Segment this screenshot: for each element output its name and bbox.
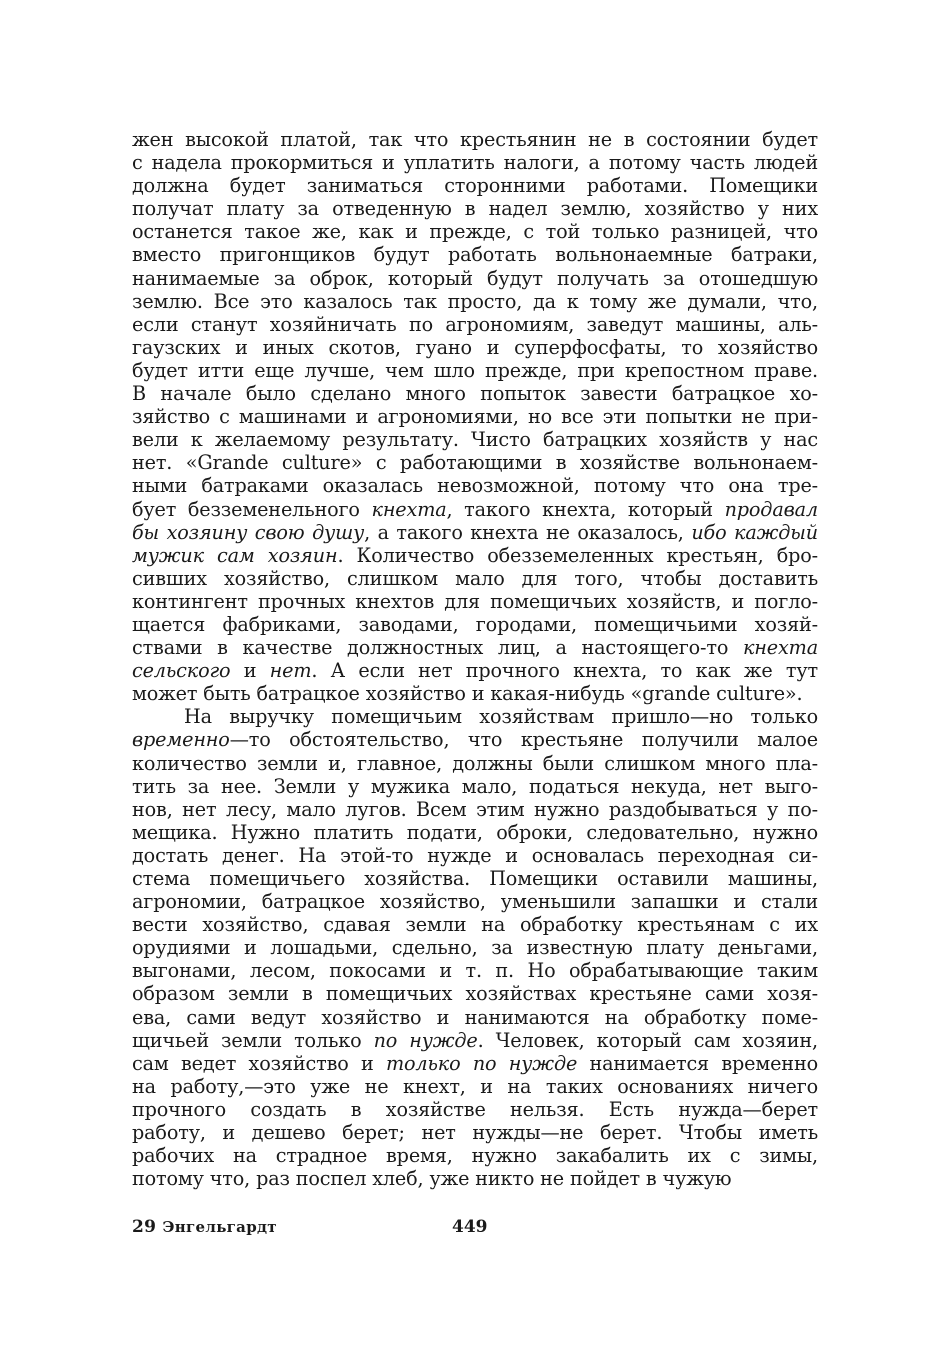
text-line: жен высокой платой, так что крестьянин не в состоянии будет — [132, 128, 818, 151]
text-line: зяйство с машинами и агрономиями, но все эти попытки не при- — [132, 405, 818, 429]
text-line: нов, нет лесу, мало лугов. Всем этим нужно раздобываться у по- — [132, 797, 818, 821]
italic-segment: продавал — [724, 497, 818, 521]
text-segment: , такого кнехта, который — [446, 497, 725, 521]
text-segment: ствами в качестве должностных лиц, а настоящего-то — [132, 636, 743, 660]
text-line: будет итти еще лучше, чем шло прежде, при крепостном праве. — [132, 358, 818, 382]
text-line: на работу,—это уже не кнехт, и на таких основаниях ничего — [132, 1074, 818, 1098]
text-line: может быть батрацкое хозяйство и какая-нибудь «grande culture». — [132, 682, 803, 706]
text-segment: и — [230, 659, 270, 683]
text-segment: нанимается временно — [577, 1051, 818, 1075]
italic-segment: ибо каждый — [691, 520, 818, 544]
italic-segment: кнехта — [742, 636, 818, 660]
text-line: останется такое же, как и прежде, с той только разницей, что — [132, 220, 818, 244]
text-segment: —то обстоятельство, что крестьяне получили малое — [229, 728, 818, 752]
text-line — [132, 544, 818, 567]
italic-segment: по нужде — [373, 1028, 478, 1052]
text-segment: сам ведет хозяйство и — [132, 1051, 386, 1075]
text-segment: , а такого кнехта не оказалось, — [364, 520, 692, 544]
text-line: если станут хозяйничать по агрономиям, заведут машины, аль- — [132, 312, 818, 336]
text-line — [132, 659, 818, 682]
italic-segment: мужик сам хозяин — [132, 543, 338, 567]
paragraph-1 — [132, 128, 818, 705]
paragraph-2 — [132, 705, 818, 1190]
text-line: агрономии, батрацкое хозяйство, уменьшили запашки и стали — [132, 890, 818, 914]
text-line: гаузских и иных скотов, гуано и суперфосфаты, то хозяйство — [132, 335, 818, 359]
text-line: На выручку помещичьим хозяйствам пришло—но только — [184, 705, 818, 729]
text-line: вести хозяйство, сдавая земли на обработку крестьянам с их — [132, 913, 818, 937]
italic-segment: нет — [269, 659, 312, 683]
text-line: образом земли в помещичьих хозяйствах крестьяне сами хозя- — [132, 982, 818, 1006]
text-line: прочного создать в хозяйстве нельзя. Есть нужда—берет — [132, 1097, 818, 1121]
text-line — [132, 636, 818, 659]
text-line — [132, 521, 818, 544]
text-line: выгонами, лесом, покосами и т. п. Но обрабатывающие таким — [132, 959, 818, 983]
italic-segment: бы хозяину свою душу — [132, 520, 365, 544]
text-line: землю. Все это казалось так просто, да к тому же думали, что, — [132, 289, 818, 313]
italic-segment: сельского — [132, 659, 231, 683]
text-line — [132, 1029, 818, 1052]
text-line: ными батраками оказалась невозможной, потому что она тре- — [132, 474, 818, 498]
text-line: В начале было сделано много попыток завести батрацкое хо- — [132, 382, 818, 406]
text-line: вели к желаемому результату. Чисто батрацких хозяйств у нас — [132, 428, 818, 452]
text-line: рабочих на страдное время, нужно закабалить их с зимы, — [132, 1144, 818, 1168]
text-line: количество земли и, главное, должны были слишком много пла- — [132, 751, 818, 775]
italic-segment: временно — [132, 728, 230, 752]
text-segment: щичьей земли только — [132, 1028, 374, 1052]
text-line: тить за нее. Земли у мужика мало, податься некуда, нет выго- — [132, 774, 818, 798]
signature-number: 29 — [132, 1217, 157, 1237]
text-line: контингент прочных кнехтов для помещичьих хозяйств, и погло- — [132, 589, 818, 613]
signature-name: Энгельгардт — [162, 1218, 277, 1236]
text-line: должна будет заниматься сторонними работами. Помещики — [132, 174, 818, 198]
text-line: потому что, раз поспел хлеб, уже никто не пойдет в чужую — [132, 1167, 732, 1191]
signature-mark — [132, 1217, 277, 1237]
text-line: мещика. Нужно платить подати, оброки, следовательно, нужно — [132, 820, 818, 844]
text-line: достать денег. На этой-то нужде и основалась переходная си- — [132, 843, 818, 867]
text-line: ева, сами ведут хозяйство и нанимаются на обработку поме- — [132, 1005, 818, 1029]
text-line — [132, 728, 818, 751]
text-line: вместо пригонщиков будут работать вольнонаемные батраки, — [132, 243, 818, 267]
text-line: орудиями и лошадьми, сдельно, за известную плату деньгами, — [132, 936, 818, 960]
text-line: нанимаемые за оброк, который будут получать за отошедшую — [132, 266, 818, 290]
italic-segment: только по нужде — [385, 1051, 578, 1075]
text-line: щается фабриками, заводами, городами, помещичьими хозяй- — [132, 612, 818, 636]
italic-segment: кнехта — [371, 497, 447, 521]
text-line: получат плату за отведенную в надел землю, хозяйство у них — [132, 197, 818, 221]
text-line — [132, 1052, 818, 1075]
text-segment: . Человек, который сам хозяин, — [477, 1028, 818, 1052]
text-line: сивших хозяйство, слишком мало для того, чтобы доставить — [132, 566, 818, 590]
text-line — [132, 498, 818, 521]
text-segment: . Количество обезземеленных крестьян, бро- — [337, 543, 818, 567]
text-line: работу, и дешево берет; нет нужды—не берет. Чтобы иметь — [132, 1121, 818, 1145]
text-segment: бует безземенельного — [132, 497, 372, 521]
text-line: стема помещичьего хозяйства. Помещики оставили машины, — [132, 867, 818, 890]
text-segment: . А если нет прочного кнехта, то как же тут — [311, 659, 818, 683]
page-footer — [132, 1217, 818, 1243]
text-line: с надела прокормиться и уплатить налоги, а потому часть людей — [132, 151, 818, 175]
page-body — [132, 128, 818, 1190]
text-line: нет. «Grande culture» с работающими в хозяйстве вольнонаем- — [132, 451, 818, 475]
page-number: 449 — [452, 1217, 488, 1237]
